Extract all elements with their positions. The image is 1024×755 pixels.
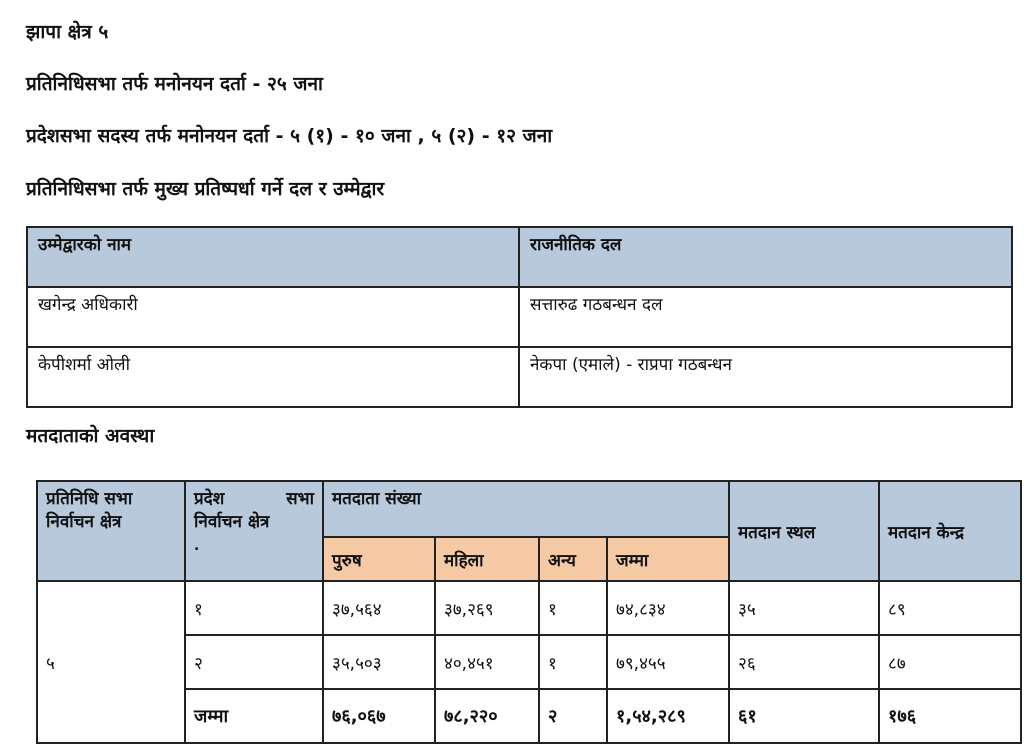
- voter-count-header: मतदाता संख्या: [323, 481, 729, 537]
- female-total: ७८,२२०: [435, 689, 539, 743]
- total-row: [37, 689, 1021, 743]
- party-header: राजनीतिक दल: [519, 227, 1012, 287]
- male-count: ३७,५६४: [323, 581, 435, 635]
- provincial-header-line2: निर्वाचन क्षेत्र: [194, 512, 270, 532]
- total-label: जम्मा: [185, 689, 323, 743]
- other-count: १: [539, 635, 607, 689]
- other-count: १: [539, 581, 607, 635]
- other-total: २: [539, 689, 607, 743]
- provincial-header-line1: प्रदेश सभा: [194, 489, 314, 509]
- male-header: पुरुष: [323, 537, 435, 581]
- provincial-constituency-value: १: [185, 581, 323, 635]
- constituency-title: झापा क्षेत्र ५: [26, 21, 109, 43]
- candidates-header-row: [27, 227, 1012, 287]
- grand-total: १,५४,२८९: [607, 689, 729, 743]
- table-row: [37, 581, 1021, 635]
- table-row: [37, 635, 1021, 689]
- voters-header-row: [37, 481, 1021, 537]
- candidate-name: खगेन्द्र अधिकारी: [27, 287, 519, 347]
- hor-constituency-value: ५: [37, 581, 185, 743]
- total-count: ७४,८३४: [607, 581, 729, 635]
- candidate-party: सत्तारुढ गठबन्धन दल: [519, 287, 1012, 347]
- polling-station-count: ३५: [729, 581, 879, 635]
- female-count: ३७,२६९: [435, 581, 539, 635]
- polling-station-total: ६१: [729, 689, 879, 743]
- provincial-constituency-header: [185, 481, 323, 581]
- polling-center-count: ८९: [879, 581, 1021, 635]
- table-row: [27, 287, 1012, 347]
- polling-center-total: १७६: [879, 689, 1021, 743]
- table-row: [27, 347, 1012, 407]
- polling-center-header: मतदान केन्द्र: [879, 481, 1021, 581]
- candidate-name: केपीशर्मा ओली: [27, 347, 519, 407]
- provincial-header-dot: .: [194, 538, 200, 554]
- female-count: ४०,४५१: [435, 635, 539, 689]
- voter-status-heading: मतदाताको अवस्था: [26, 425, 155, 447]
- hor-constituency-header: प्रतिनिधि सभा निर्वाचन क्षेत्र: [37, 481, 185, 581]
- hor-nomination-count: प्रतिनिधिसभा तर्फ मनोनयन दर्ता - २५ जना: [26, 73, 323, 95]
- main-contenders-heading: प्रतिनिधिसभा तर्फ मुख्य प्रतिष्पर्धा गर्ने दल र उम्मेद्वार: [26, 178, 385, 200]
- provincial-nomination-count: प्रदेशसभा सदस्य तर्फ मनोनयन दर्ता - ५ (१) - १० जना , ५ (२) - १२ जना: [26, 125, 553, 147]
- candidate-party: नेकपा (एमाले) - राप्रपा गठबन्धन: [519, 347, 1012, 407]
- total-count: ७९,४५५: [607, 635, 729, 689]
- voters-table: [36, 480, 1022, 744]
- other-header: अन्य: [539, 537, 607, 581]
- male-count: ३५,५०३: [323, 635, 435, 689]
- male-total: ७६,०६७: [323, 689, 435, 743]
- polling-station-count: २६: [729, 635, 879, 689]
- candidates-table: [26, 226, 1013, 408]
- polling-center-count: ८७: [879, 635, 1021, 689]
- total-header: जम्मा: [607, 537, 729, 581]
- candidate-name-header: उम्मेद्वारको नाम: [27, 227, 519, 287]
- polling-station-header: मतदान स्थल: [729, 481, 879, 581]
- female-header: महिला: [435, 537, 539, 581]
- provincial-constituency-value: २: [185, 635, 323, 689]
